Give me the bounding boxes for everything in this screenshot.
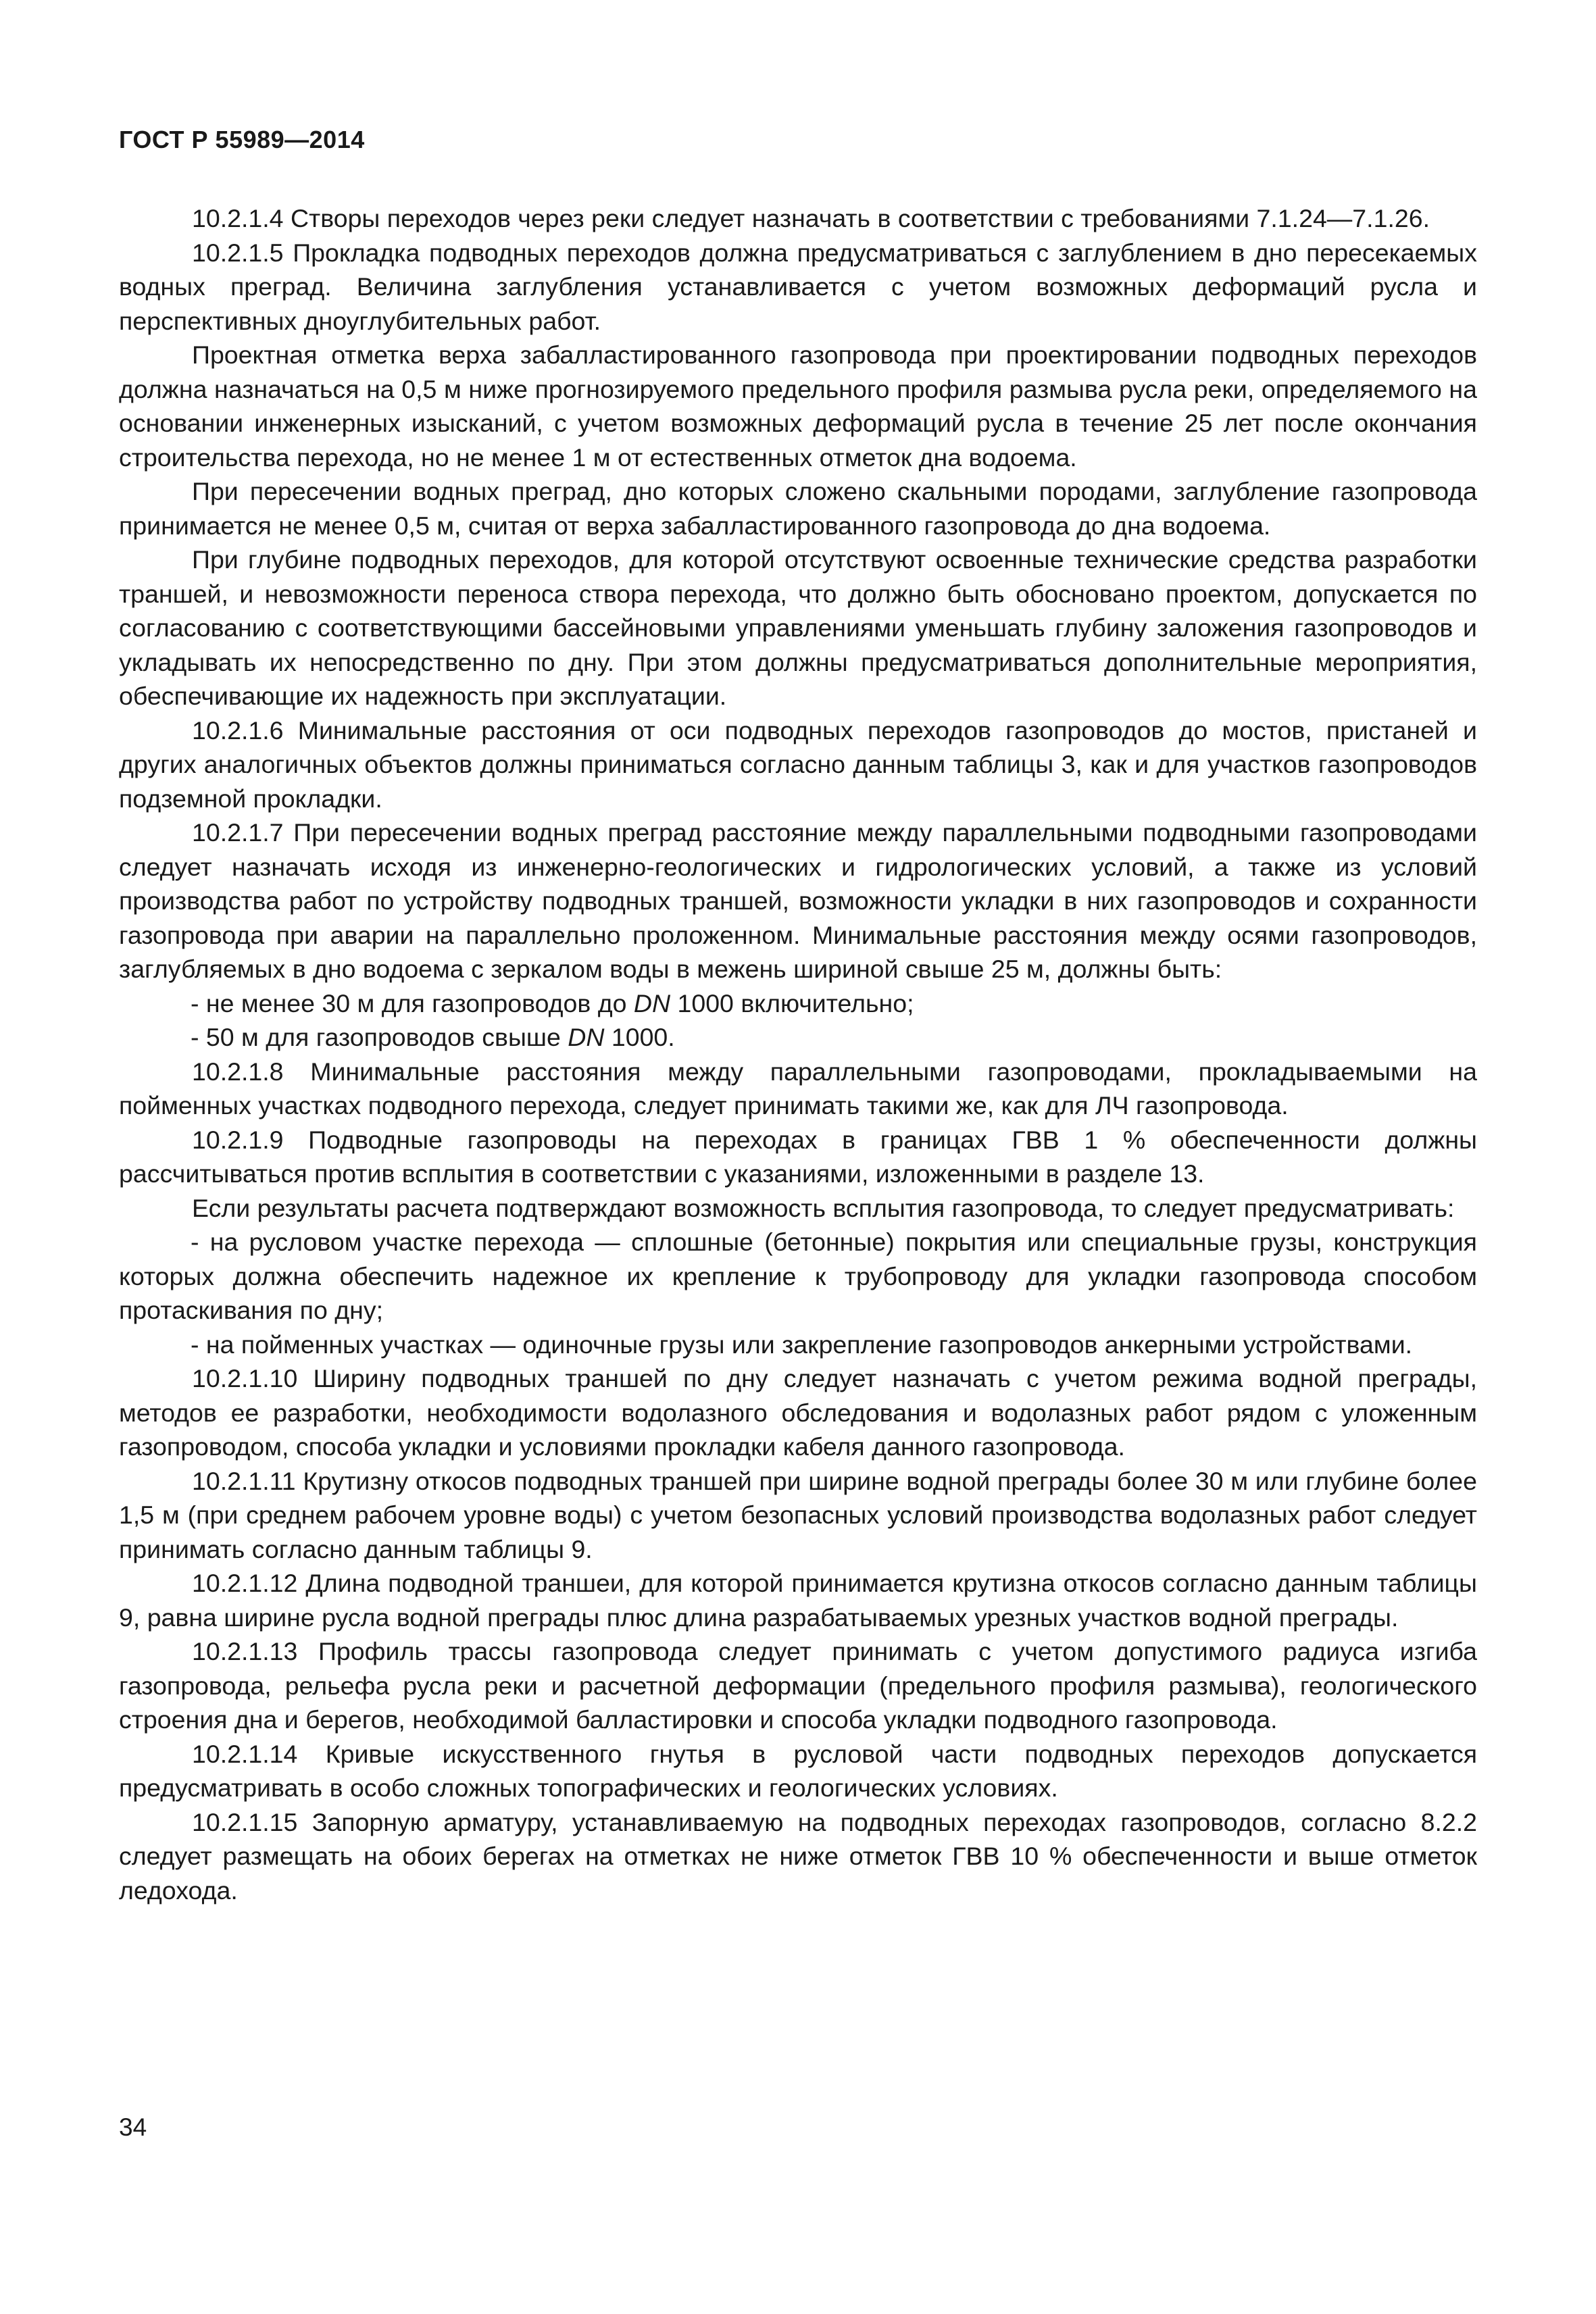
paragraph-10-2-1-10: 10.2.1.10 Ширину подводных траншей по дну следует назначать с учетом режима водной преграды, методов ее разработки, необходимости водолазного обследования и водолазных работ рядом с уложенным газопроводом, способа укладки и условиями прокладки кабеля данного газопровода. [119,1364,1477,1461]
paragraph-10-2-1-8: 10.2.1.8 Минимальные расстояния между параллельными газопроводами, прокладываемыми на пойменных участках подводного перехода, следует принимать такими же, как для ЛЧ газопровода. [119,1057,1477,1120]
list-text-before: - 50 м для газопроводов свыше [191,1023,568,1051]
paragraph-10-2-1-13: 10.2.1.13 Профиль трассы газопровода следует принимать с учетом допустимого радиуса изгиба газопровода, рельефа русла реки и расчетной деформации (предельного профиля размыва), геологического строения дна и берегов, необходимой балластировки и способа укладки подводного газопровода. [119,1637,1477,1734]
list-item-floodplain-section: - на пойменных участках — одиночные грузы или закрепление газопроводов анкерными устройствами. [191,1330,1413,1359]
list-item-dn-over-1000 [119,1020,1477,1055]
paragraph-10-2-1-14: 10.2.1.14 Кривые искусственного гнутья в русловой части подводных переходов допускается предусматривать в особо сложных топографических и геологических условиях. [119,1739,1477,1802]
dn-symbol: DN [633,988,671,1017]
paragraph-10-2-1-12: 10.2.1.12 Длина подводной траншеи, для которой принимается крутизна откосов согласно данным таблицы 9, равна ширине русла водной преграды плюс длина разрабатываемых урезных участков водной преграды. [119,1569,1477,1632]
paragraph-flotation-result: Если результаты расчета подтверждают возможность всплытия газопровода, то следует предусматривать: [192,1193,1455,1222]
paragraph-10-2-1-15: 10.2.1.15 Запорную арматуру, устанавливаемую на подводных переходах газопроводов, согласно 8.2.2 следует размещать на обоих берегах на отметках не ниже отметок ГВВ 10 % обеспеченности и выше отметок ледохода. [119,1807,1477,1905]
paragraph-10-2-1-4: 10.2.1.4 Створы переходов через реки следует назначать в соответствии с требованиями 7.1.24—7.1.26. [192,204,1430,232]
paragraph-10-2-1-9: 10.2.1.9 Подводные газопроводы на переходах в границах ГВВ 1 % обеспеченности должны рассчитываться против всплытия в соответствии с указаниями, изложенными в разделе 13. [119,1125,1477,1188]
paragraph-depth-reduction: При глубине подводных переходов, для которой отсутствуют освоенные технические средства разработки траншей, и невозможности переноса створа перехода, что должно быть обосновано проектом, допускается по согласованию с соответствующими бассейновыми управлениями уменьшать глубину заложения газопроводов и укладывать их непосредственно по дну. При этом должны предусматриваться дополнительные мероприятия, обеспечивающие их надежность при эксплуатации. [119,545,1477,710]
paragraph-10-2-1-6: 10.2.1.6 Минимальные расстояния от оси подводных переходов газопроводов до мостов, пристаней и других аналогичных объектов должны приниматься согласно данным таблицы 3, как и для участков газопроводов подземной прокладки. [119,715,1477,813]
paragraph-rock-bottom: При пересечении водных преград, дно которых сложено скальными породами, заглубление газопровода принимается не менее 0,5 м, считая от верха забалластированного газопровода до дна водоема. [119,477,1477,540]
paragraph-design-elevation: Проектная отметка верха забалластированного газопровода при проектировании подводных переходов должна назначаться на 0,5 м ниже прогнозируемого предельного профиля размыва русла реки, определяемого на основании инженерных изысканий, с учетом возможных деформаций русла в течение 25 лет после окончания строительства перехода, но не менее 1 м от естественных отметок дна водоема. [119,341,1477,472]
list-text-after: 1000. [604,1023,675,1051]
page-number: 34 [119,2113,147,2141]
list-item-dn-1000-inclusive [119,986,1477,1021]
document-body [119,201,1477,1907]
list-text-after: 1000 включительно; [670,988,914,1017]
list-item-channel-section: - на русловом участке перехода — сплошные (бетонные) покрытия или специальные грузы, конструкция которых должна обеспечить надежное их крепление к трубопроводу для укладки газопровода способом протаскивания по дну; [119,1228,1477,1324]
dn-symbol: DN [568,1023,605,1051]
paragraph-10-2-1-5: 10.2.1.5 Прокладка подводных переходов должна предусматриваться с заглублением в дно пересекаемых водных преград. Величина заглубления устанавливается с учетом возможных деформаций русла и перспективных дноуглубительных работ. [119,238,1477,335]
paragraph-10-2-1-7: 10.2.1.7 При пересечении водных преград расстояние между параллельными подводными газопроводами следует назначать исходя из инженерно-геологических и гидрологических условий, а также из условий производства работ по устройству подводных траншей, возможности укладки в них газопроводов и сохранности газопровода при аварии на параллельно проложенном. Минимальные расстояния между осями газопроводов, заглубляемых в дно водоема с зеркалом воды в межень шириной свыше 25 м, должны быть: [119,818,1477,983]
list-text-before: - не менее 30 м для газопроводов до [191,988,634,1017]
document-header: ГОСТ Р 55989—2014 [119,126,365,153]
paragraph-10-2-1-11: 10.2.1.11 Крутизну откосов подводных траншей при ширине водной преграды более 30 м или глубине более 1,5 м (при среднем рабочем уровне воды) с учетом безопасных условий производства водолазных работ следует принимать согласно данным таблицы 9. [119,1466,1477,1563]
